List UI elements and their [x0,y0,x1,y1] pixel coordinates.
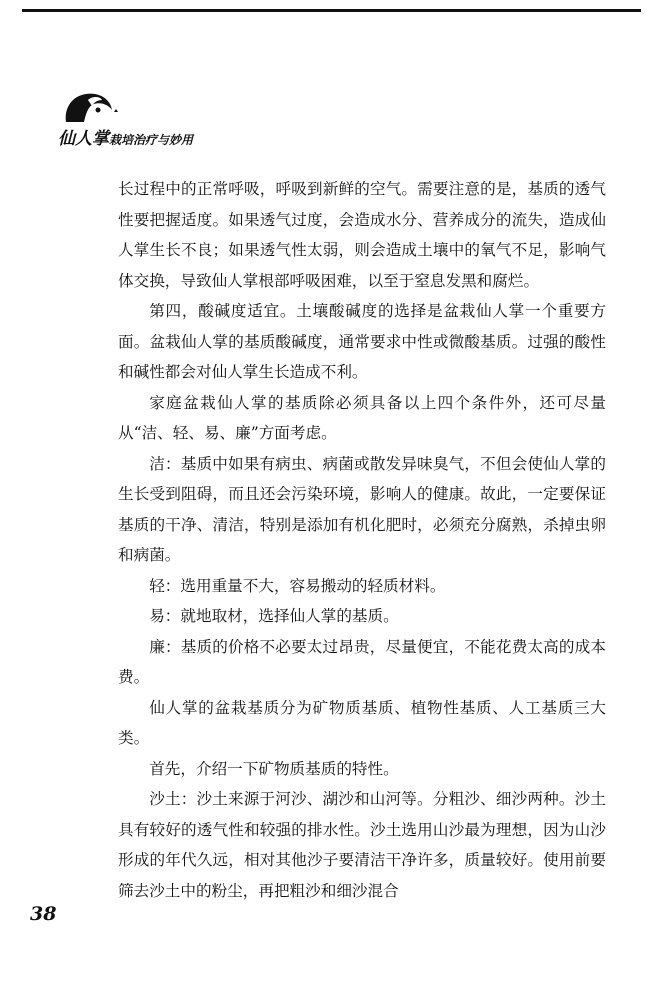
top-rule [22,9,641,12]
header-title-main: 仙人掌 [58,129,109,149]
running-header [58,88,238,158]
paragraph: 第四，酸碱度适宜。土壤酸碱度的选择是盆栽仙人掌一个重要方面。盆栽仙人掌的基质酸碱度，通常要求中性或微酸基质。过强的酸性和碱性都会对仙人掌生长造成不利。 [118,302,606,381]
body-text [118,174,606,906]
page-number: 38 [30,903,57,925]
paragraph: 廉：基质的价格不必要太过昂贵，尽量便宜，不能花费太高的成本费。 [118,637,606,686]
paragraph: 沙土：沙土来源于河沙、湖沙和山河等。分粗沙、细沙两种。沙土具有较好的透气性和较强的排水性。沙土选用山沙最为理想，因为山沙形成的年代久远，相对其他沙子要清洁干净许多，质量较好。使用前要筛去沙土中的粉尘，再把粗沙和细沙混合 [118,790,606,900]
paragraph: 轻：选用重量不大，容易搬动的轻质材料。 [149,576,446,595]
paragraph: 洁：基质中如果有病虫、病菌或散发异味臭气，不但会使仙人掌的生长受到阻碍，而且还会污染环境，影响人的健康。故此，一定要保证基质的干净、清洁，特别是添加有机化肥时，必须充分腐熟，杀掉虫卵和病菌。 [118,454,606,564]
paragraph: 易：就地取材，选择仙人掌的基质。 [149,607,399,625]
paragraph: 家庭盆栽仙人掌的基质除必须具备以上四个条件外，还可尽量从“洁、轻、易、廉”方面考虑。 [118,393,606,442]
paragraph: 首先，介绍一下矿物质基质的特性。 [149,759,399,778]
paragraph: 长过程中的正常呼吸，呼吸到新鲜的空气。需要注意的是，基质的透气性要把握适度。如果透气过度，会造成水分、营养成分的流失，造成仙人掌生长不良；如果透气性太弱，则会造成土壤中的氧气不足，影响气体交换，导致仙人掌根部呼吸困难，以至于窒息发黑和腐烂。 [118,180,606,290]
cactus-logo-icon [58,88,128,128]
header-title-sub: 栽培治疗与妙用 [109,133,194,147]
paragraph: 仙人掌的盆栽基质分为矿物质基质、植物性基质、人工基质三大类。 [118,698,606,747]
